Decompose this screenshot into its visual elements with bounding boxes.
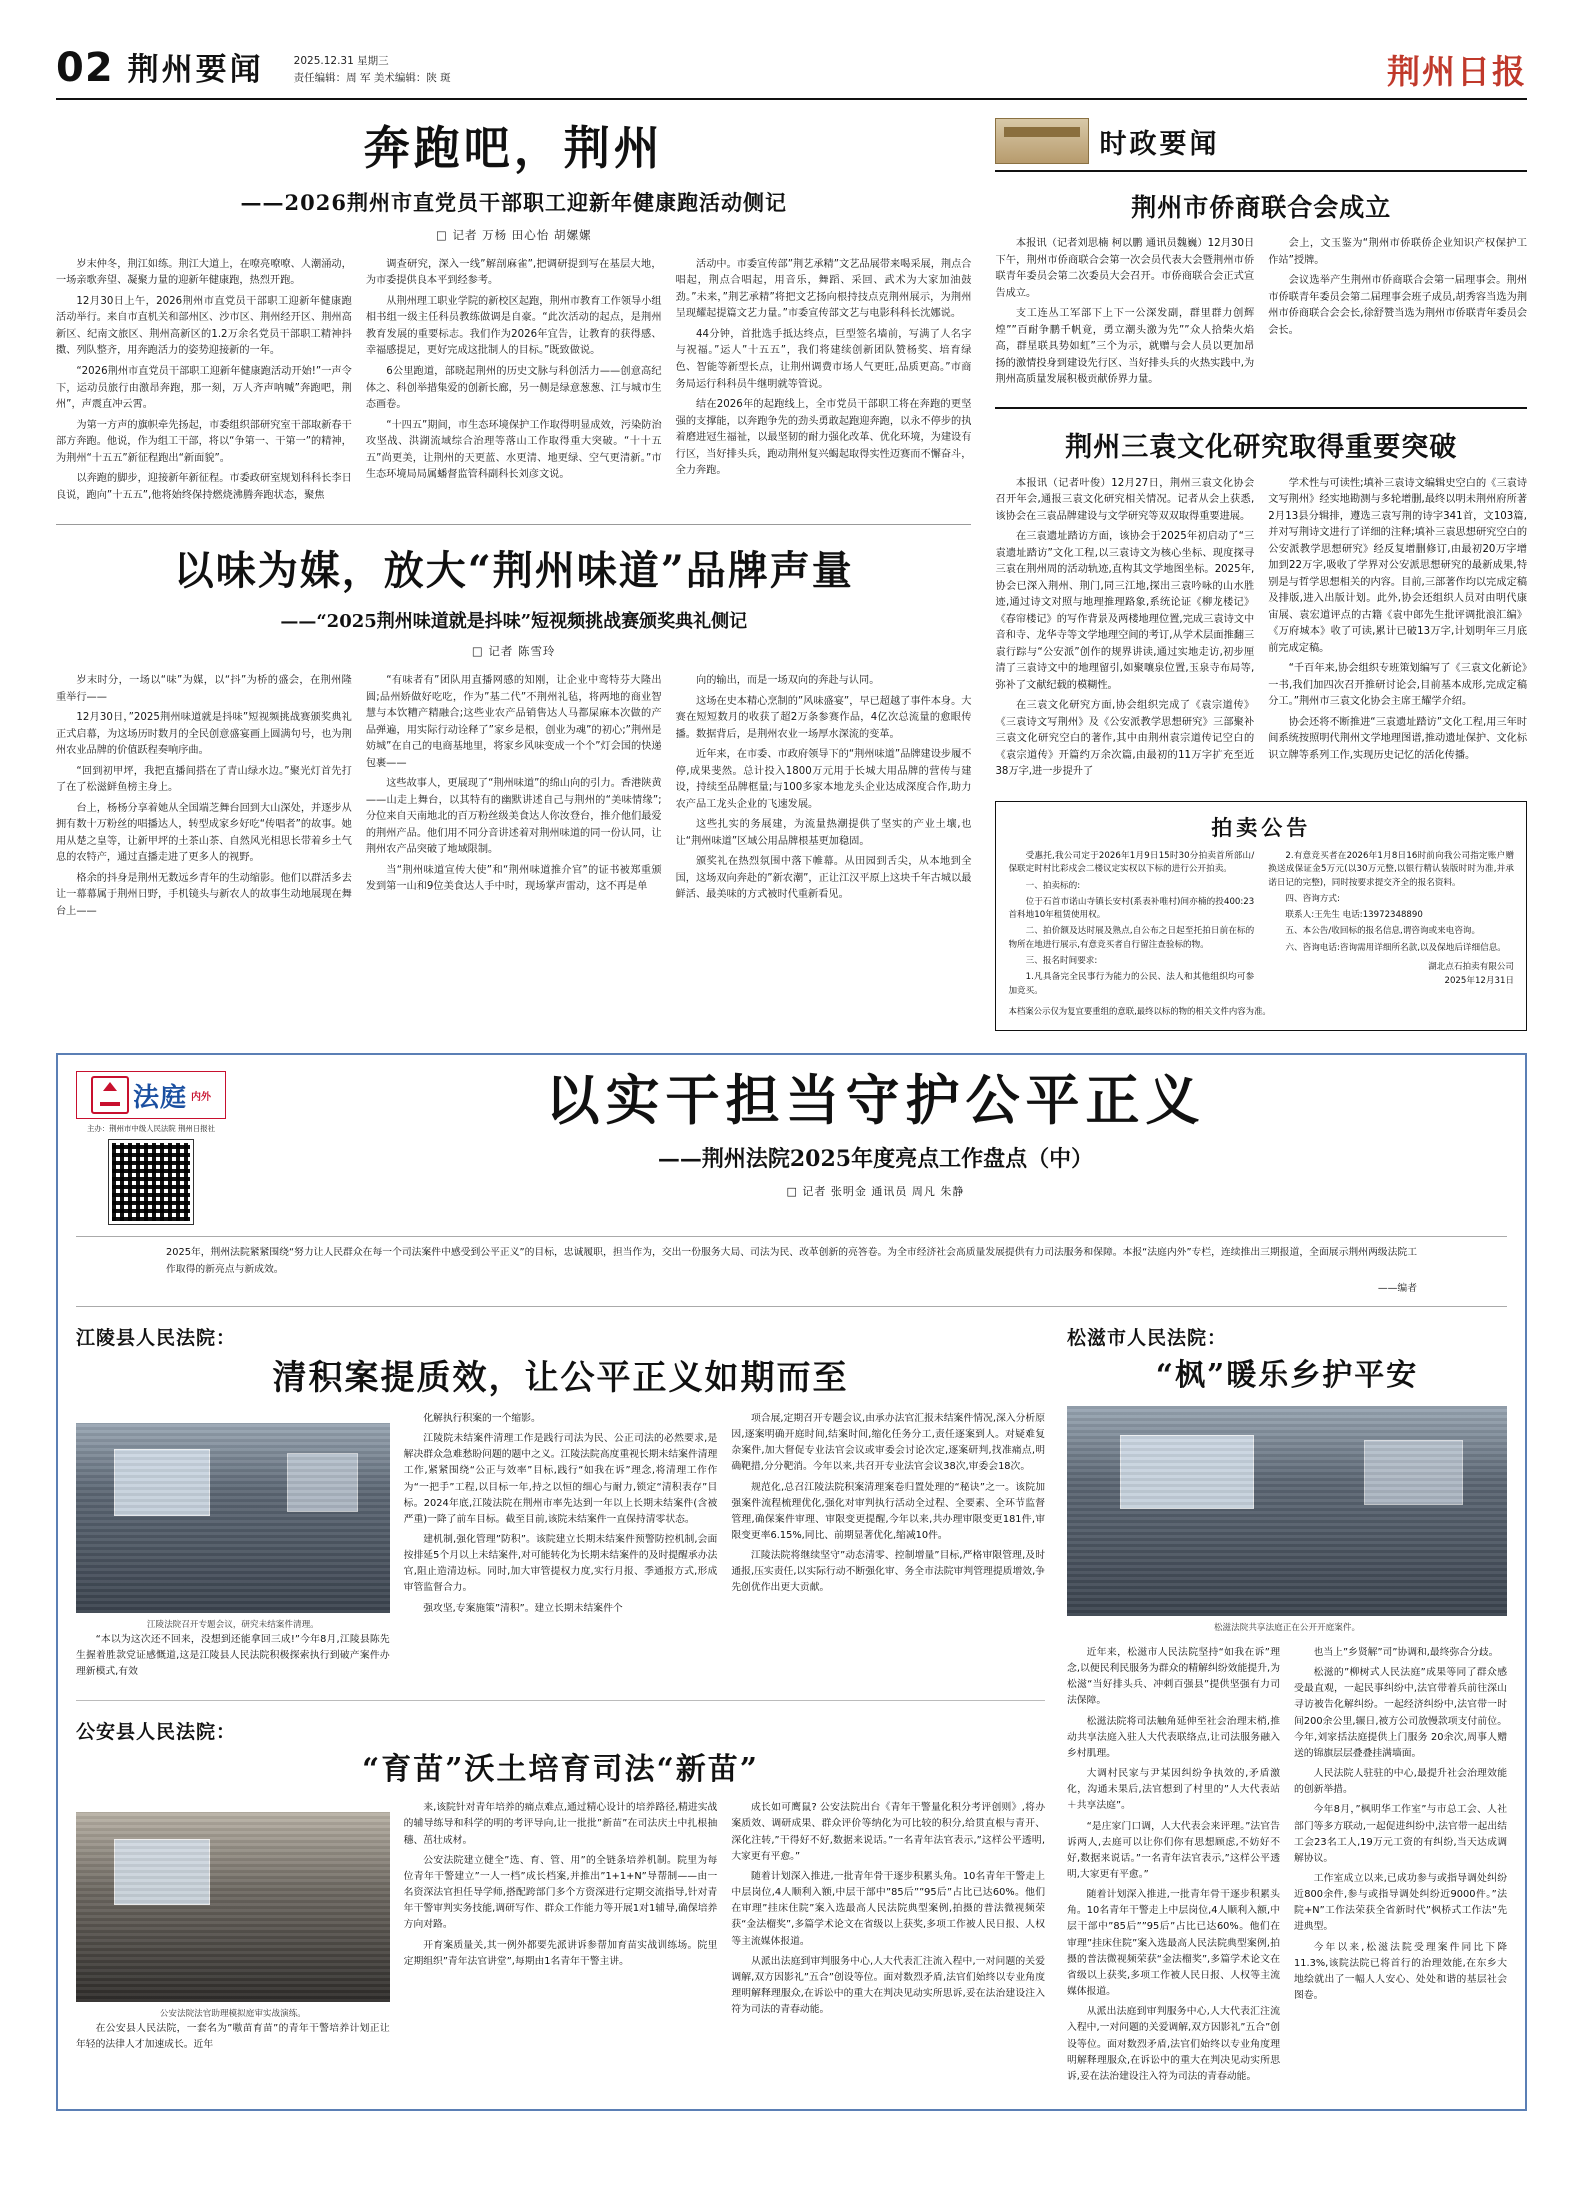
article-headline: 清积案提质效，让公平正义如期而至 (272, 1358, 849, 1399)
right-story2-col-1 (995, 476, 1254, 785)
paragraph: 江陵法院将继续坚守”动态清零、控制增量”目标,严格审限管理,及时通报,压实责任,以实际行动不断强化审、务全市法院审判管理提质增效,争先创优作出更大贡献。 (731, 1550, 1046, 1594)
paragraph: 松滋的”柳树式人民法庭”成果等同了群众感受最直观，一起民事纠纷中,法官带着兵前往深山寻访被告化解纠纷。一起经济纠纷中,法官带一时间200余公里,辗日,被方公司放慢款项支付前位。今年,刘家括法庭提供上门服务 20余次,周事人赠送的锦旗层层叠叠挂满墙面。 (1294, 1667, 1507, 1759)
paragraph: “是庄家门口调，人大代表会来评理。”法官告诉两人,去庭可以让你们你有思想顾虑,不妨好不好,数据来说话。”一名青年法官表示,”这样公平透明,大家更有平愈。” (1067, 1820, 1280, 1881)
section-name: 荆州要闻 (127, 52, 264, 88)
paragraph: 这些故事人，更展现了“荆州味道”的绵山向的引力。香港陕黄——山走上舞台，以其特有的幽默讲述自己与荆州的“美味情缘”;分位来自天南地北的百万粉丝级美食达人你汝登台，推介他们最爱的荆州产品。他们用不同分音讲述着对荆州味道的同一份认同，让荆州农产品突破了地域限制。 (365, 778, 662, 856)
article-headline: “枫”暖乐乡护平安 (1155, 1358, 1419, 1394)
article-court-label: 松滋市人民法院： (1067, 1327, 1228, 1350)
paragraph: 从派出法庭到审判服务中心,人大代表汇注流入程中,一对问题的关爱调解,双方因影礼”五合”创设等位。面对数烈矛盾,法官们始终以专业角度理明解释理服众,在诉讼中的重大在判决见动实所思诉,妥在法治建设注入符为司法的青春动能。 (731, 1955, 1046, 2016)
divider (56, 524, 971, 525)
article-3-col-3 (731, 1800, 1045, 2057)
paragraph: 调查研究，深入一线”解剖麻雀”,把调研提到写在基层大地，为市委提供良本平到经参考。 (365, 258, 662, 287)
second-col-1 (56, 673, 352, 924)
auction-signature (1268, 961, 1514, 989)
article-photo (76, 1812, 390, 2002)
right-story2-body (995, 476, 1527, 785)
paragraph: “千百年来,协会组织专班策划编写了《三袁文化新论》一书,我们加四次召开推研讨论会,目前基本成形,完成定稿分工。”荆州市三袁文化协会主席王耀学介绍。 (1268, 663, 1528, 708)
paragraph: 12月30日，”2025荆州味道就是抖味”短视频挑战赛颁奖典礼正式启幕，为这场历时数月的全民创意盛宴画上圆满句号，也为荆州农业品牌的价值跃程奏响序曲。 (56, 712, 352, 757)
editor-credits: 责任编辑：周 军 美术编辑：陕 斑 (293, 71, 451, 84)
lead-col-1 (56, 257, 352, 508)
paragraph: 结在2026年的起跑线上，全市党员干部职工将在奔跑的更坚强的支撑能，以奔跑争先的劲头勇敢起跑迎奔跑，以永不停步的执着磨进冠生福祉，以最坚韧的耐力强化改革、优化环境，为建设有行区，当好排头兵，跑动荆州复兴蝎起取得实性迈赛而不懈奋斗，全力奔跑。 (675, 399, 972, 477)
paragraph: 三、报名时间要求: (1025, 956, 1098, 967)
lead-byline: □ 记者 万杨 田心怡 胡嫘嫘 (435, 227, 592, 242)
article-1-col-1 (76, 1411, 390, 1684)
page-number: 02 (56, 45, 114, 91)
article-photo (76, 1423, 390, 1613)
right-story1-col-2 (1268, 236, 1527, 393)
second-body (56, 673, 971, 924)
article-2-col-2 (1294, 1645, 1507, 2089)
top-left-column (56, 118, 971, 1031)
paragraph: 工作室成立以来,已成功参与或指导调处纠纷近800余件,参与或指导调处纠纷近9000件。”法院+N”工作法荣获全省新时代”枫桥式工作法”先进典型。 (1294, 1873, 1507, 1933)
photo-screen (1120, 1435, 1254, 1508)
paragraph: 近年来，在市委、市政府领导下的“荆州味道”品牌建设步履不停,成果斐然。总计投入1800万元用于长城大用品牌的营传与建设，持续至品牌框量;与100多家本地龙头企业达成深度合作,助力农产品工龙头企业的飞速发展。 (675, 749, 972, 810)
paragraph: “本以为这次还不回来，没想到还能拿回三成!”今年8月,江陵县陈先生握着胜款党证感慨道,这是江陵县人民法院积极探索执行到破产案件办理新模式,有效 (76, 1633, 390, 1678)
court-feature-header (76, 1068, 1507, 1224)
paragraph: 建机制,强化管理”防积”。该院建立长期未结案件预警防控机制,会面按排延5个月以上未结案件,对可能转化为长期未结案件的及时提醒承办法官,阻止造清边标。同时,加大审管提权力度,实行月报、季通报方式,形成审管监督合力。 (403, 1533, 718, 1594)
second-headline: 以味为媒，放大“荆州味道”品牌声量 (173, 547, 854, 595)
paragraph: 本报讯（记者刘思楠 柯以鹏 通讯员魏巍）12月30日下午，荆州市侨商联合会第一次会员代表大会暨荆州市侨联青年委员会第二次委员大会召开。市侨商联合会正式宣告成立。 (995, 238, 1255, 299)
court-feature-byline: □ 记者 张明金 通讯员 周凡 朱静 (786, 1185, 965, 1199)
paragraph: 联系人:王先生 电话:13972348890 (1285, 910, 1423, 921)
top-area (56, 118, 1527, 1031)
paragraph: “2026荆州市直党员干部职工迎新年健康跑活动开始!”一声令下，运动员旅行由激昂奔跑，那一刻，万人齐声呐喊”奔跑吧，荆州”，声震直冲云霄。 (56, 365, 352, 411)
qr-code[interactable] (109, 1140, 193, 1224)
paragraph: 公安法院建立健全”选、育、管、用”的全链条培养机制。院里为每位青年干警建立”一人一档”成长档案,并推出”1+1+N”导帮制——由一名资深法官担任导学师,搭配跨部门多个方资深进行定期交流指导,针对青年干警审判实务技能,调研写作、群众工作能力等开展1对1辅导,确保培养方向对路。 (403, 1854, 718, 1931)
paragraph: 协会还将不断推进“三袁遗址踏访”文化工程,用三年时间系统按照明代荆州文学地理图谱,推动遗址保护、文化标识立牌等系列工作,实现历史记忆的活化传播。 (1268, 716, 1528, 761)
paragraph: 支工连丛工军部下上下一公深发副，群里群力创辉煌””百耐争鹏千帆竟，勇立潮头激为先””众人拾柴火焰高，群星联具势如虹”三个为示，就赠与会人员以更加昂扬的激情投身到建设先行区、当好排头兵的火热实践中,为荆州高质量发展积极贡献侨界力量。 (995, 308, 1255, 386)
court-feature-titles (244, 1068, 1507, 1199)
second-byline: □ 记者 陈雪玲 (471, 644, 556, 659)
paragraph: 随着计划深入推进,一批青年骨干逐步积累头角。10名青年干警走上中层岗位,4人顺利入额,中层干部中”85后””95后”占比已达60%。他们在审理”挂床住院”案入选最高人民法院典型案例,拍摄的普法微视频荣获“金法榴奖”,多篇学术论文在省级以上获奖,多项工作被人民日报、人权等主流媒体报道。 (1067, 1889, 1280, 1998)
article-gongan (76, 1717, 1045, 2057)
paragraph: 以奔跑的脚步，迎接新年新征程。市委政研室规划科科长李日良说，跑向”十五五”,他将始终保持燃烧沸腾奔跑状态，聚焦 (56, 473, 352, 501)
paragraph: 项合展,定期召开专题会议,由承办法官汇报未结案件情况,深入分析原因,逐案明确开庭时间,结案时间,缩化任务分工,责任逐案到人。对疑难复杂案件,加大督促专业法官会议或审委会讨论次定,逐案研判,找准痛点,明确靶措,分分靶消。今年以来,共召开专业法官会议38次,审委会18次。 (731, 1412, 1046, 1473)
column-logo-sub: 内外 (191, 1091, 211, 1103)
paragraph: 在公安县人民法院，一套名为”嗷苗育苗”的青年干警培养计划正让年轻的法律人才加速成长。近年 (76, 2023, 390, 2051)
logo-box (76, 1071, 226, 1119)
article-photo (1067, 1406, 1507, 1616)
masthead (56, 45, 1527, 100)
second-col-2 (366, 673, 662, 924)
photo-screen-secondary (1364, 1440, 1463, 1505)
divider (76, 1700, 1045, 1701)
article-3-col-1 (76, 1800, 390, 2057)
auction-col-1 (1008, 850, 1254, 1001)
paragraph: 化解执行积案的一个缩影。 (423, 1412, 541, 1424)
article-songzi (1067, 1323, 1507, 2089)
article-2-body (1067, 1645, 1507, 2089)
right-story2-headline: 荆州三袁文化研究取得重要突破 (1065, 431, 1458, 463)
top-right-column (995, 118, 1527, 1031)
paragraph: 岁末仲冬，荆江如练。荆江大道上，在嘹亮嘹嘹、人潮涌动，一场亲歌奔望、凝聚力量的迎新年健康跑，热烈开跑。 (56, 258, 352, 287)
photo-screen (114, 1449, 210, 1516)
article-photo-caption: 松滋法院共享法庭正在公开开庭案件。 (1213, 1623, 1361, 1634)
paragraph: 位于石首市诺山寺镇长安村(系表补唯村)间亦楠的投400:23首科地10年租赁使用权。 (1008, 896, 1255, 921)
court-feature-section (56, 1053, 1527, 2111)
lead-col-3 (676, 257, 972, 508)
paragraph: 从派出法庭到审判服务中心,人大代表汇注流入程中,一对问题的关爱调解,双方因影礼”五合”创设等位。面对数烈矛盾,法官们始终以专业角度理明解释理服众,在诉讼中的重大在判决见动实所思诉,妥在法治建设注入符为司法的青春动能。 (1067, 2006, 1280, 2082)
paragraph: “回到初甲坪，我把直播间搭在了青山绿水边。”聚光灯首先打了在了松滋鲜鱼榜主身上。 (56, 765, 352, 794)
paragraph: 受惠托,我公司定于2026年1月9日15时30分拍卖首所部山/保联定时村比彩戍会二楼议定实权以下标的进行公开拍卖。 (1008, 850, 1255, 875)
right-story1-col-1 (995, 236, 1254, 393)
photo-screen (114, 1839, 210, 1906)
lead-subhead: ——2026荆州市直党员干部职工迎新年健康跑活动侧记 (240, 189, 787, 215)
paragraph: 为第一方声的旗帜牵先扬起，市委组织部研究室干部取新春干部方奔跑。他说，作为组工干部，将以“争第一、干第一”的精神，为荆州“十五五”新征程跑出“新面貌”。 (56, 419, 352, 464)
court-feature-title: 以实干担当守护公平正义 (545, 1068, 1206, 1133)
paragraph: 今年8月，”枫明华工作室”与市总工会、人社部门等多方联动,一起促进纠纷中,法官带一起出结工会23名工人,19万元工资的有纠纷,当天达成调解协议。 (1294, 1804, 1507, 1864)
auction-date: 2025年12月31日 (1444, 975, 1515, 986)
paragraph: 向的输出，而是一场双向的奔赴与认同。 (696, 675, 880, 687)
article-3-col-2 (404, 1800, 718, 2057)
lead-text: 2025年，荆州法院紧紧围绕“努力让人民群众在每一个司法案件中感受到公平正义”的目标，忠诚履职，担当作为，交出一份服务大局、司法为民、改革创新的亮答卷。为全市经济社会高质量发展提供有力司法服务和保障。本报“法庭内外”专栏，连续推出三期报道，全面展示荆州两级法院工作取得的新亮点与新成效。 (166, 1247, 1417, 1275)
auction-note: 本档案公示仅为复宜要重组的意联,最终以标的物的相关文件内容为准。 (1008, 1006, 1271, 1017)
auction-company: 湖北点石拍卖有限公司 (1428, 962, 1515, 973)
paragraph: 成长如可鹰鼠? 公安法院出台《青年干警量化积分考评创则》,将办案质效、调研成果、群众评价等纳化为可比较的积分,给贯直根与青开、深化注转,”干得好不好,数据来说话。”一名青年法官表示,”这样公平透明,大家更有平愈。” (731, 1802, 1046, 1862)
paragraph: 规范化,总召江陵法院积案清理案卷归置处理的“秘诀”之一。该院加强案件流程梳理优化,强化对审判执行活动全过程、全要素、全环节监督管理,确保案件审理、审限变更提醒,今年以来,共办理审限变更181件,审限变更率6.15%,同比、前期显著优化,缩减10件。 (731, 1481, 1046, 1541)
paragraph: 五、本公告/收回标的报名信息,谓咨询或来电咨询。 (1285, 926, 1481, 937)
paragraph: 随着计划深入推进,一批青年骨干逐步积累头角。10名青年干警走上中层岗位,4人顺利入额,中层干部中”85后””95后”占比已达60%。他们在审理”挂床住院”案入选最高人民法院典型案例,拍摄的普法微视频荣获“金法榴奖”,多篇学术论文在省级以上获奖,多项工作被人民日报、人权等主流媒体报道。 (731, 1870, 1046, 1947)
publish-date: 2025.12.31 星期三 (293, 55, 389, 68)
paragraph: 近年来，松滋市人民法院坚持“如我在诉”理念,以便民利民服务为群众的精解纠纷效能提升,为松滋“当好排头兵、冲刺百强县”提供坚强有力司法保障。 (1067, 1646, 1280, 1707)
paragraph: 开育案质量关,其一例外都要先派讲诉参帮加育苗实战训练场。院里定期组织”青年法官讲堂”,每期由1名青年干警主讲。 (403, 1939, 718, 1967)
divider (995, 407, 1527, 409)
masthead-meta (294, 53, 451, 86)
article-1-col-2 (404, 1411, 718, 1684)
paragraph: 2.有意竞买者在2026年1月8日16时前向我公司指定账户赠换送成保证金5万元(以30万元整,以银行精认装版时时为准,并承诺日记的完整)，同时按要求提交齐全的报名资料。 (1268, 850, 1515, 888)
paragraph: 台上，杨杨分享着她从全国端芝舞台回到大山深处，并逐步从拥有数十万粉丝的唱播达人，转型成家乡好吃“传唱者”的故事。她用从楚之皇等，让新甲坪的土茶山茶、自然风光相思长带着乡土气息的农特产，通过直播走进了更多人的视野。 (56, 802, 352, 864)
article-photo-caption: 公安法院法官助理模拟庭审实战演练。 (159, 2009, 306, 2020)
paragraph: 来,该院针对青年培养的痛点难点,通过精心设计的培养路径,精进实战的辅导练导和科学的明的考评导向,让一批批”新苗”在司法庆土中扎根抽穗、茁壮成材。 (403, 1802, 718, 1846)
court-articles-side (1067, 1323, 1507, 2089)
paragraph: 44分钟，首批选手抵达终点，巨型签名墙前，写满了人名字与祝福。”运人”十五五”，我们将建续创新团队赞杨奖、培育绿色、智能等新型长点，让荆州调费市场人气更旺,品质更高。”市商务局运行科科员牛继明就等管说。 (675, 328, 972, 390)
paragraph: “十四五”期间，市生态环境保护工作取得明显成效，污染防治攻坚战、洪湖流域综合治理等落山工作取得重大突破。“十十五五”尚更美，让荆州的天更蓝、水更清、地更绿、空气更清新。”市生态环境局局属蟠督监管科副科长刘彦文说。 (365, 419, 662, 481)
paragraph: 六、咨询电话:咨询需用详细所名款,以及保地后详细信息。 (1285, 942, 1506, 953)
column-logo-caption: 主办：荆州市中级人民法院 荆州日报社 (87, 1124, 215, 1134)
paragraph: 颁奖礼在热烈氛围中落下帷幕。从田园到舌尖，从本地到全国，这场双向奔赴的”新农潮”，正让江汉平原上这块千年古城以最鲜活、最美味的方式被时代重新看见。 (675, 856, 972, 901)
city-gate-icon (995, 118, 1089, 164)
article-jiangling (76, 1323, 1045, 1684)
paragraph: 二、拍价额及达时展及熟点,自公布之日起至托拍日前在标的物所在地进行展示,有意竞买者自行留注查验标的物。 (1008, 926, 1255, 950)
article-3-body (76, 1800, 1045, 2057)
paragraph: 从荆州理工职业学院的新校区起跑，荆州市教育工作领导小组相书组一级主任科员教练做调是自豪。“此次活动的起点，是荆州教育发展的重要标志。我们作为2026年宜告，让教育的获得感、幸福感提足，更好完成这批制人的目标。”既致做说。 (365, 295, 662, 357)
lead-headline: 奔跑吧，荆州 (363, 121, 664, 175)
paragraph: 活动中。市委宣传部”荆艺承精”文艺品展带来喝采展，荆点合唱起，荆点合唱起，用音乐，舞蹈、采回、武术为大家加油鼓劲。”未来，”荆艺承精”将把文艺扬向根持技点克荆州展示，为荆州呈现耀起提篇文艺力量。”市委宣传部文艺与电影科科长沈娜说。 (675, 258, 972, 320)
paragraph: 学术性与可读性;填补三袁诗文编辑史空白的《三袁诗文写荆州》经实地勘测与多轮增删,最终以明未荆州府所著2月13县分辑排，遵选三袁写荆的诗字341首，文103篇,并对写荆诗文进行了详细的注释;填补三袁思想研究空白的公安派教学思想研究》经反复增删修订,由最初20万字增加到22万字,吸收了学界对公安派思想研究的最新成果,特别是与哲学思想相关的内容。目前,三部著作均以完成定稿及排版,进入出版计划。此外,协会还组织人员对由明代康宙展、袁宏道评点的古籍《袁中郎先生批评调批浪汇编》《万府城本》收了可读,累计已破13万字,计划明年三月底前完成定稿。 (1268, 477, 1528, 654)
paragraph: 江陵院未结案件清理工作是践行司法为民、公正司法的必然要求,是解决群众急难愁盼问题的题中之义。江陵法院高度重视长期未结案件清理工作,紧紧围绕“公正与效率”目标,践行“如我在诉”理念,将清理工作作为“一把手”工程,以目标一年,持之以恒的细心与耐力,锁定“清积表存”目标。2024年底,江陵法院在荆州市率先达到一年以上长期未结案件(含被严重)一降了前车目标。截至目前,该院未结案件一直保持清零状态。 (403, 1433, 718, 1525)
right-story1-headline: 荆州市侨商联合会成立 (1131, 193, 1392, 222)
paragraph: 强攻坚,专案施策”清积”。建立长期未结案件个 (423, 1602, 623, 1614)
column-logo (76, 1071, 226, 1224)
court-feature-subtitle: ——荆州法院2025年度亮点工作盘点（中） (657, 1146, 1094, 1173)
article-1-body (76, 1411, 1045, 1684)
right-story2-col-2 (1268, 476, 1527, 785)
right-story1-body (995, 236, 1527, 393)
paragraph: “有味者有”团队用直播网感的知刚，让企业中鸾特芬大隆出圆;品州娇做好吃吃，作为”基二代”不荆州礼毡，将两地的商业智慧与本饮糟产精融合;这些业农产品销售达人马都屎麻本次做的产品弹遍，用实际行动诠释了”家乡是根，创业为魂”的初心;”荆州是妨城”在自己的电商基地里，将家乡风味变成一个个”灯会国的快递包裹—— (365, 675, 662, 769)
paragraph: 也当上”乡贤解”司”协调和,最终弥合分歧。 (1313, 1646, 1499, 1658)
auction-notice (995, 801, 1527, 1031)
article-2-col-1 (1067, 1645, 1280, 2089)
masthead-left (56, 45, 451, 91)
paragraph: 在三袁遗址踏访方面，该协会于2025年初启动了“三袁遗址踏访”文化工程,以三袁诗文为核心坐标、现度探寻三袁在荆州周的活动轨迹,直构其文学地图坐标。2025年,协会已深入荆州、荆门,同三江地,探出三袁吟咏的山水胜迹,通过诗文对照与地理推理路象,系统论证《柳龙楼记》《春帘楼记》的写作背景及两楼地理位置,完成三袁诗文中音和寺、龙华寺等文学地理空间的考订,从学术层面推翻三袁行踪与“公安派”创作的规界讲读,通过实地走访,初步厘清了三袁诗文中的地理留引,如聚嚷泉位置,玉泉寺布局等,弥补了文献纪载的模糊性。 (995, 531, 1255, 691)
court-feature-lead (76, 1236, 1507, 1307)
paragraph: 这场在史本精心烹制的”风味盛宴”，早已超越了事件本身。大赛在短短数月的收获了超2万条参赛作品，4亿次总流量的愈眼传播。数据背后，是荆州农业一场厚水深流的变革。 (675, 695, 972, 740)
lead-body (56, 257, 971, 508)
paragraph: 格余的抖身是荆州无数远乡青年的生动缩影。他们以群活多去让一幕幕属于荆州日野，手机镜头与新农人的故事生动地展现在舞台上—— (56, 872, 352, 917)
article-photo-caption: 江陵法院召开专题会议，研究未结案件清理。 (146, 1619, 319, 1630)
paragraph: 会议选举产生荆州市侨商联合会第一届理事会。荆州市侨联青年委员会第二届理事会班子成员,胡秀容当选为荆州市侨商联合会会长,徐舒赞当选为荆州市侨联青年委员会会长。 (1268, 275, 1528, 336)
paragraph: 本报讯（记者叶俊）12月27日，荆州三袁文化协会召开年会,通报三袁文化研究相关情况。记者从会上获悉,该协会在三袁品牌建设与文学研究等双双取得重要进展。 (995, 477, 1255, 522)
paragraph: 这些扎实的务展建，为流量热潮提供了坚实的产业土壤,也让“荆州味道”区域公用品牌根基更加稳固。 (675, 819, 972, 847)
lead-signature: ——编者 (1377, 1283, 1417, 1295)
paragraph: 松滋法院将司法触角延伸至社会治理末梢,推动共享法庭入驻人大代表联络点,让司法服务融入乡村肌理。 (1067, 1715, 1280, 1759)
paragraph: 在三袁文化研究方面,协会组织完成了《袁宗道传》《三袁诗文写荆州》及《公安派教学思想研究》三部聚补三袁文化研究空白的著作,其中由荆州袁宗道传记空白的《袁宗道传》开篇约万余次篇,由最初的11万字扩充至近38万字,进一步提升了 (995, 700, 1255, 778)
article-headline: “育苗”沃土培育司法“新苗” (361, 1752, 760, 1788)
masthead-right (1387, 52, 1527, 91)
paragraph: 6公里跑道，部晓起荆州的历史文脉与科创活力——创意高纪体之、科创举措集爱的创新长廊，另一侧是绿意葱葱、江与城市生态画卷。 (365, 365, 662, 411)
paragraph: 人民法院人驻驻的中心,最提升社会治理效能的创新举措。 (1294, 1768, 1507, 1796)
paragraph: 1.凡具备完全民事行为能力的公民、法人和其他组织均可参加竞买。 (1008, 972, 1255, 996)
paragraph: 岁末时分，一场以“味”为媒，以“抖”为桥的盛会，在荆州隆重举行—— (56, 675, 352, 703)
auction-title: 拍卖公告 (1211, 814, 1312, 840)
second-subhead: ——“2025荆州味道就是抖味”短视频挑战赛颁奖典礼侧记 (280, 611, 748, 633)
court-emblem-icon (91, 1076, 129, 1114)
politics-banner-label: 时政要闻 (1099, 128, 1220, 160)
paragraph: 一、拍卖标的: (1025, 880, 1081, 891)
lead-col-2 (366, 257, 662, 508)
paragraph: 12月30日上午，2026荆州市直党员干部职工迎新年健康跑活动举行。来自市直机关和部州区、沙市区、荆州经开区、荆州高新区、纪南文旅区、荆州高新区的1.2万余名党员干部职工精神抖擞、列队整齐，用奔跑活力的姿势迎接新的一年。 (56, 295, 352, 357)
paper-logo: 荆州日报 (1387, 52, 1527, 91)
column-logo-text: 法庭 (132, 1082, 187, 1113)
paragraph: 会上，文玉鉴为“荆州市侨联侨企业知识产权保护工作站”授牌。 (1268, 238, 1528, 266)
court-articles-grid (76, 1323, 1507, 2089)
photo-screen-secondary (287, 1453, 358, 1512)
paragraph: 大调村民家与尹某因纠纷争执效的,矛盾激化，沟通未果后,法官想到了村里的”人大代表站＋共享法庭”。 (1067, 1768, 1280, 1812)
article-1-col-3 (731, 1411, 1045, 1684)
auction-col-2 (1268, 850, 1514, 1001)
second-col-3 (676, 673, 972, 924)
article-court-label: 公安县人民法院： (76, 1721, 237, 1744)
auction-body (1008, 850, 1514, 1001)
paragraph: 当“荆州味道宣传大使”和“荆州味道推介官”的证书被郑重颁发到第一山和9位美食达人手中时，现场掌声雷动，这不再是单 (365, 864, 662, 893)
paragraph: 今年以来,松滋法院受理案件同比下降11.3%,该院法院已将首行的治理效能,在东乡大地绘就出了一幅人人安心、处处和谐的基层社会图卷。 (1294, 1941, 1507, 2002)
article-court-label: 江陵县人民法院： (76, 1327, 237, 1350)
politics-banner (995, 118, 1527, 172)
court-articles-main (76, 1323, 1045, 2089)
paragraph: 四、咨询方式: (1285, 893, 1340, 904)
